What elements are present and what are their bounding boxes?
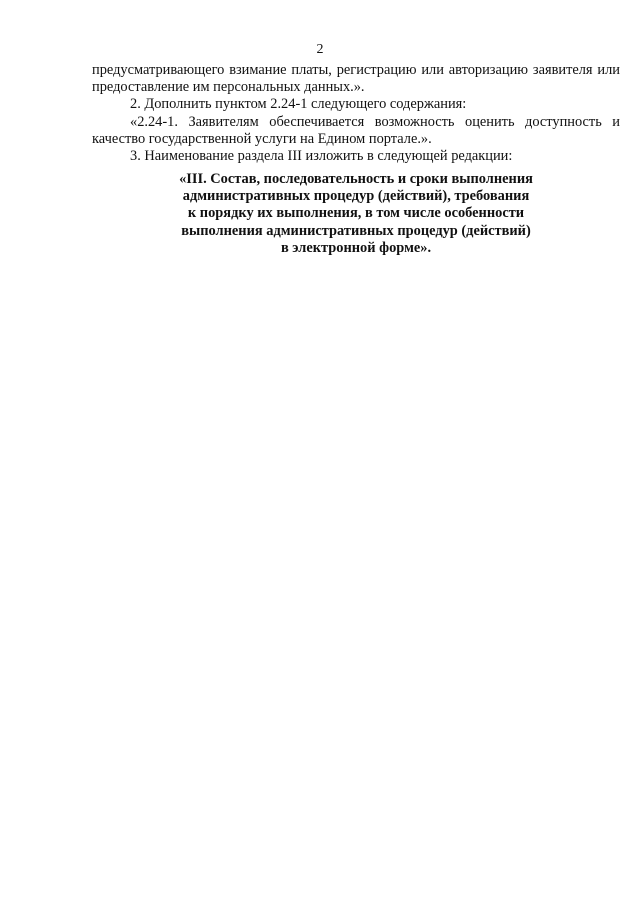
paragraph-continuation: предусматривающего взимание платы, регистрацию или авторизацию заявителя или предоставление им персональных данных.». xyxy=(92,62,620,96)
heading-line: «III. Состав, последовательность и сроки выполнения xyxy=(179,171,533,187)
paragraph-item-2: 2. Дополнить пунктом 2.24-1 следующего содержания: xyxy=(130,96,467,113)
paragraph-quote-2-24-1: «2.24-1. Заявителям обеспечивается возможность оценить доступность и качество государственной услуги на Едином портале.». xyxy=(92,113,620,147)
heading-line: к порядку их выполнения, в том числе особенности xyxy=(187,205,525,222)
heading-line: выполнения административных процедур (действий) xyxy=(181,222,531,239)
body-text xyxy=(92,62,620,165)
page-number: 2 xyxy=(316,42,324,57)
section-heading xyxy=(92,171,620,257)
paragraph-item-3: 3. Наименование раздела III изложить в следующей редакции: xyxy=(130,148,513,165)
heading-line: административных процедур (действий), требования xyxy=(182,188,530,205)
heading-line: в электронной форме». xyxy=(280,239,432,256)
